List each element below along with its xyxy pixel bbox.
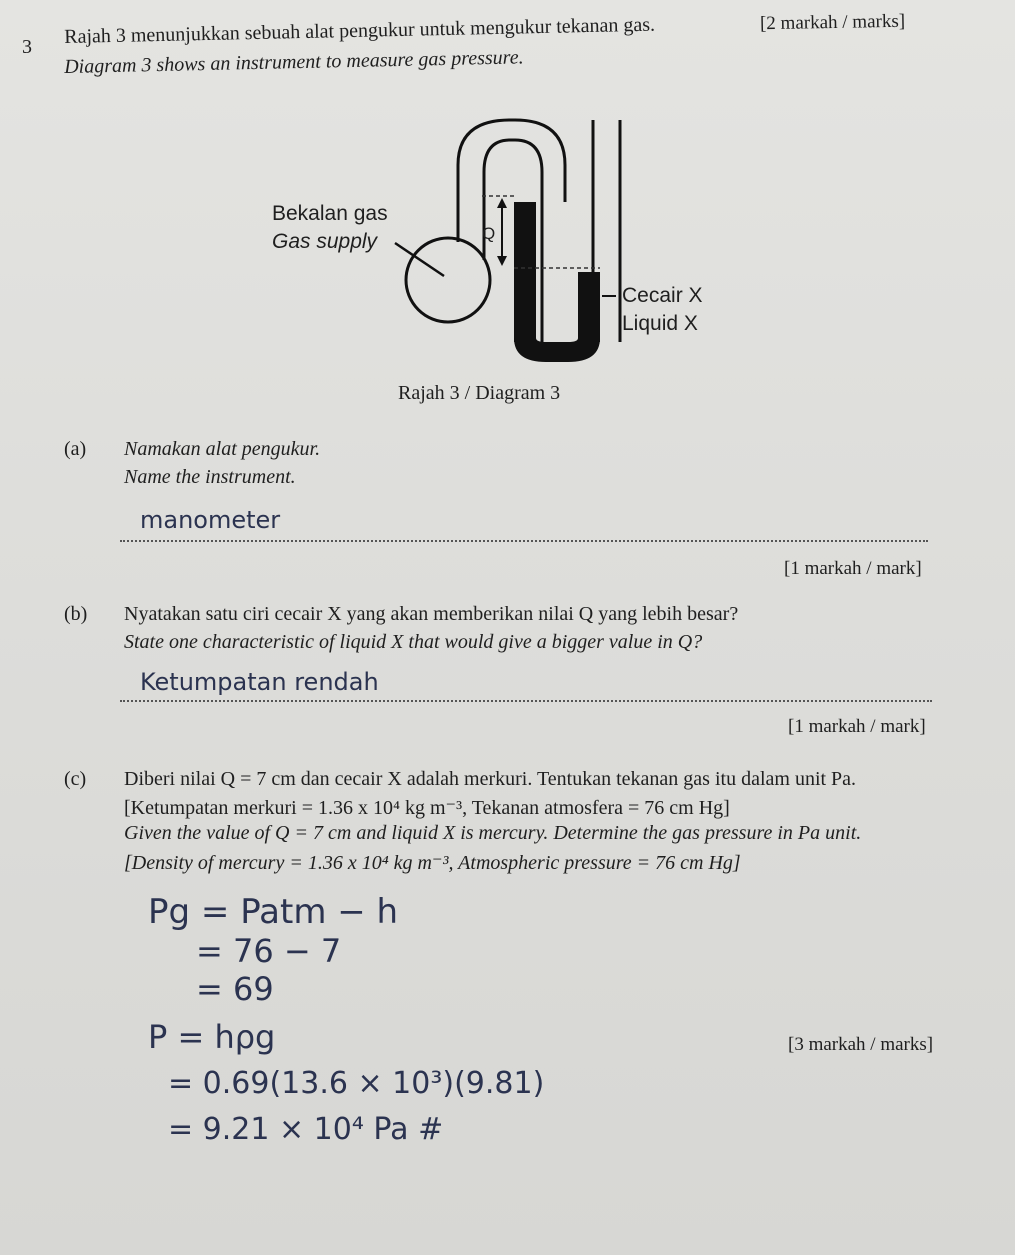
part-c-question-english-1: Given the value of Q = 7 cm and liquid X is mercury. Determine the gas pressure in Pa unit.	[124, 822, 862, 844]
tube-outer-wall	[484, 120, 593, 358]
liquid-label-malay: Cecair X	[622, 284, 703, 307]
manometer-diagram	[260, 110, 720, 370]
part-b-label: (b)	[64, 603, 88, 625]
part-b-answer: Ketumpatan rendah	[140, 668, 379, 696]
working-line-1: Pg = Patm − h	[148, 892, 399, 932]
question-number: 3	[22, 36, 32, 58]
working-line-3: = 69	[196, 970, 274, 1008]
part-c-question-malay-1: Diberi nilai Q = 7 cm dan cecair X adalah merkuri. Tentukan tekanan gas itu dalam unit Pa.	[124, 768, 857, 790]
part-b-question-malay: Nyatakan satu ciri cecair X yang akan memberikan nilai Q yang lebih besar?	[124, 603, 739, 625]
diagram-caption: Rajah 3 / Diagram 3	[398, 382, 561, 404]
part-a-label: (a)	[64, 438, 87, 460]
gas-label-malay: Bekalan gas	[272, 202, 388, 225]
q-arrow-up-head	[497, 198, 507, 208]
intro-english: Diagram 3 shows an instrument to measure gas pressure.	[64, 46, 524, 78]
part-c-marks: [3 markah / marks]	[788, 1034, 934, 1055]
part-a-question-malay: Namakan alat pengukur.	[124, 438, 321, 460]
liquid-left-column	[514, 202, 536, 342]
q-arrow-down-head	[497, 256, 507, 266]
liquid-label-english: Liquid X	[622, 312, 698, 335]
part-a-question-english: Name the instrument.	[124, 466, 296, 488]
part-c-question-english-2: [Density of mercury = 1.36 x 10⁴ kg m⁻³, Atmospheric pressure = 76 cm Hg]	[124, 852, 741, 874]
marks-header: [2 markah / marks]	[759, 10, 906, 35]
q-label: Q	[482, 224, 496, 243]
part-a-answer: manometer	[140, 506, 281, 534]
gas-bulb	[406, 238, 490, 322]
liquid-right-column	[578, 272, 600, 342]
part-a-marks: [1 markah / mark]	[784, 558, 922, 579]
part-b-question-english: State one characteristic of liquid X that would give a bigger value in Q?	[124, 631, 703, 653]
working-line-2: = 76 − 7	[196, 932, 342, 970]
tube-inner-wall	[458, 120, 565, 242]
working-line-6: = 9.21 × 10⁴ Pa #	[168, 1112, 444, 1147]
working-line-4: P = hρg	[148, 1018, 276, 1056]
part-c-question-malay-2: [Ketumpatan merkuri = 1.36 x 10⁴ kg m⁻³, Tekanan atmosfera = 76 cm Hg]	[124, 797, 730, 819]
gas-label-english: Gas supply	[272, 230, 378, 253]
intro-malay: Rajah 3 menunjukkan sebuah alat pengukur untuk mengukur tekanan gas.	[64, 13, 656, 48]
working-line-5: = 0.69(13.6 × 10³)(9.81)	[168, 1066, 545, 1101]
part-b-answer-line	[120, 700, 932, 702]
part-c-label: (c)	[64, 768, 87, 790]
part-a-answer-line	[120, 540, 928, 542]
part-b-marks: [1 markah / mark]	[788, 716, 926, 737]
